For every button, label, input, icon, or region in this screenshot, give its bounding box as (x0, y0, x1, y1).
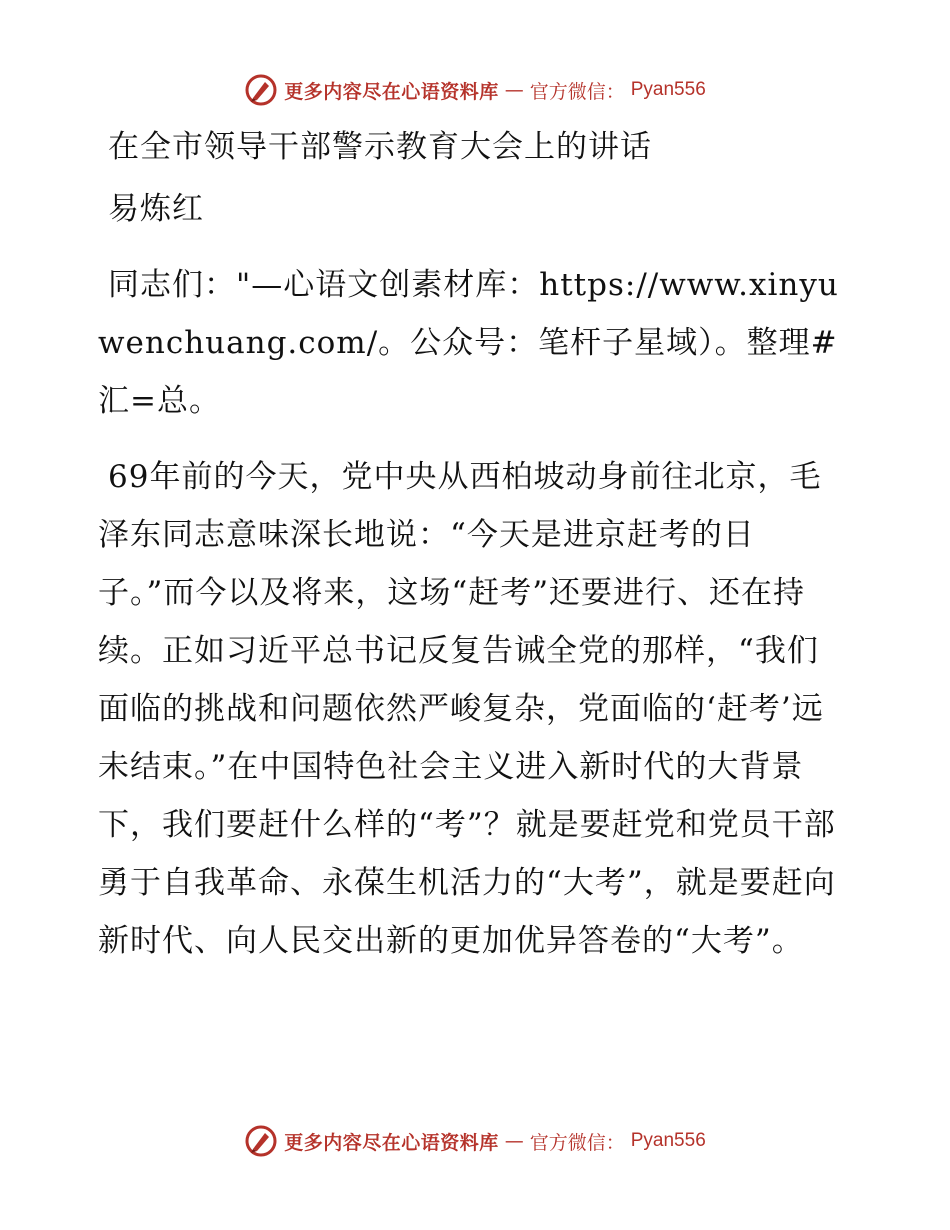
banner-handle: Pyan556 (630, 1130, 706, 1151)
banner-site-text: 更多内容尽在心语资料库 (284, 80, 499, 103)
pen-nib-logo-icon (244, 73, 278, 107)
banner-handle: Pyan556 (630, 79, 706, 100)
banner-separator: — (504, 1130, 524, 1152)
banner-contact-label: 官方微信： (529, 80, 625, 103)
document-title: 在全市领导干部警示教育大会上的讲话 (108, 129, 652, 165)
document-body (98, 118, 850, 970)
pen-nib-logo-icon (244, 1124, 278, 1158)
footer-banner (0, 1121, 950, 1161)
document-author: 易炼红 (108, 191, 204, 227)
banner-separator: — (504, 79, 524, 101)
header-banner (0, 70, 950, 110)
document-greeting: 同志们："—心语文创素材库：https://www.xinyuwenchuang.com/。公众号：笔杆子星域）。整理#汇=总。 (98, 267, 839, 419)
banner-site-text: 更多内容尽在心语资料库 (284, 1131, 499, 1154)
banner-contact-label: 官方微信： (529, 1131, 625, 1154)
document-paragraph: 69年前的今天，党中央从西柏坡动身前往北京，毛泽东同志意味深长地说：“今天是进京赶考的日子。”而今以及将来，这场“赶考”还要进行、还在持续。正如习近平总书记反复告诫全党的那样，“我们面临的挑战和问题依然严峻复杂，党面临的‘赶考’远未结束。”在中国特色社会主义进入新时代的大背景下，我们要赶什么样的“考”？就是要赶党和党员干部勇于自我革命、永葆生机活力的“大考”，就是要赶向新时代、向人民交出新的更加优异答卷的“大考”。 (98, 459, 836, 959)
